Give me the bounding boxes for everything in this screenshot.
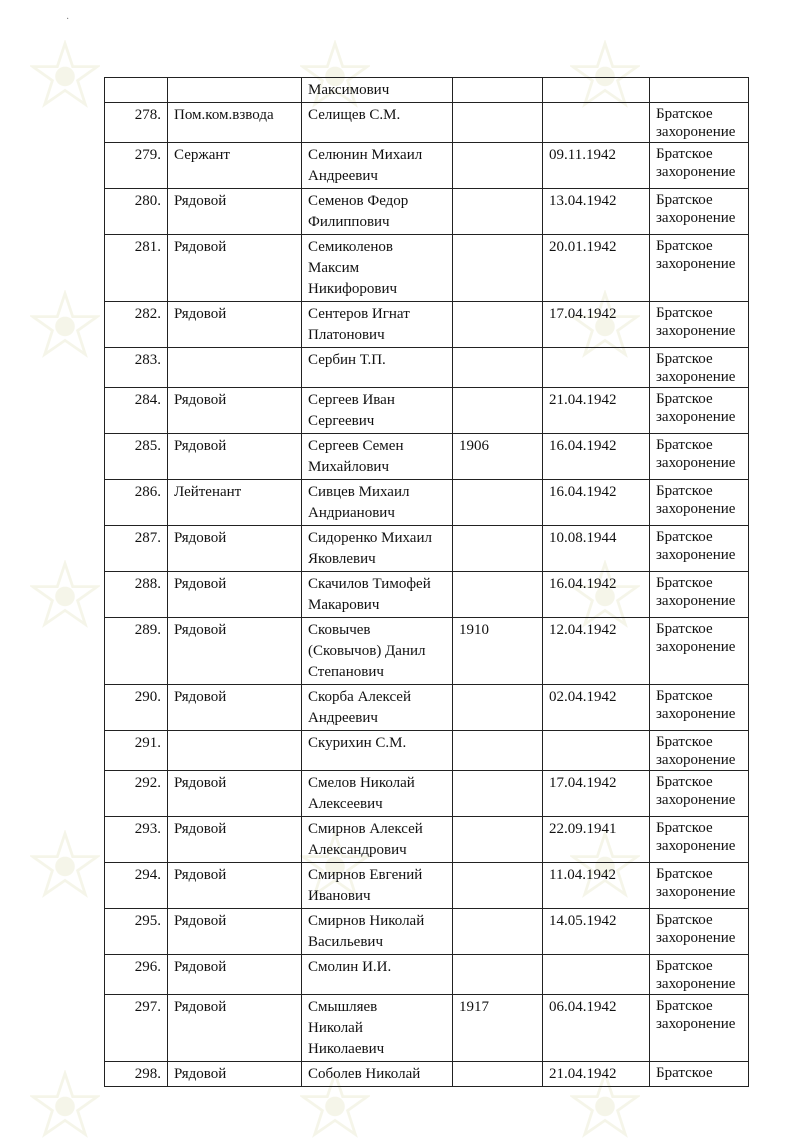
row-number: 292.	[105, 771, 168, 817]
row-number: 289.	[105, 618, 168, 685]
table-row	[105, 302, 749, 348]
death-date-cell: 21.04.1942	[543, 1062, 650, 1087]
name-cell: Сковычев (Сковычов) Данил Степанович	[302, 618, 453, 685]
birth-year-cell	[453, 955, 543, 995]
birth-year-cell: 1910	[453, 618, 543, 685]
row-number: 293.	[105, 817, 168, 863]
birth-year-cell	[453, 572, 543, 618]
table-row	[105, 685, 749, 731]
name-cell: Сентеров Игнат Платонович	[302, 302, 453, 348]
table-row	[105, 78, 749, 103]
burial-cell: Братское захоронение	[650, 955, 749, 995]
name-cell: Селюнин Михаил Андреевич	[302, 143, 453, 189]
death-date-cell: 13.04.1942	[543, 189, 650, 235]
birth-year-cell	[453, 388, 543, 434]
rank-cell: Рядовой	[168, 189, 302, 235]
death-date-cell: 14.05.1942	[543, 909, 650, 955]
row-number: 278.	[105, 103, 168, 143]
birth-year-cell	[453, 817, 543, 863]
death-date-cell: 22.09.1941	[543, 817, 650, 863]
burial-cell: Братское	[650, 1062, 749, 1087]
burial-cell: Братское захоронение	[650, 348, 749, 388]
table-row	[105, 434, 749, 480]
table-row	[105, 189, 749, 235]
rank-cell: Рядовой	[168, 526, 302, 572]
table-row	[105, 1062, 749, 1087]
name-cell: Сидоренко Михаил Яковлевич	[302, 526, 453, 572]
name-cell: Смирнов Алексей Александрович	[302, 817, 453, 863]
birth-year-cell	[453, 78, 543, 103]
death-date-cell	[543, 955, 650, 995]
table-row	[105, 526, 749, 572]
name-cell: Семенов Федор Филиппович	[302, 189, 453, 235]
name-cell: Скачилов Тимофей Макарович	[302, 572, 453, 618]
rank-cell	[168, 78, 302, 103]
table-row	[105, 348, 749, 388]
rank-cell: Рядовой	[168, 434, 302, 480]
table-row	[105, 863, 749, 909]
table-row	[105, 143, 749, 189]
death-date-cell	[543, 103, 650, 143]
birth-year-cell	[453, 302, 543, 348]
birth-year-cell	[453, 1062, 543, 1087]
table-row	[105, 955, 749, 995]
row-number: 281.	[105, 235, 168, 302]
death-date-cell	[543, 348, 650, 388]
roster-body	[105, 78, 749, 1087]
birth-year-cell	[453, 771, 543, 817]
burial-cell: Братское захоронение	[650, 103, 749, 143]
row-number: 288.	[105, 572, 168, 618]
death-date-cell: 17.04.1942	[543, 302, 650, 348]
row-number: 285.	[105, 434, 168, 480]
birth-year-cell	[453, 348, 543, 388]
rank-cell: Рядовой	[168, 955, 302, 995]
rank-cell: Рядовой	[168, 572, 302, 618]
rank-cell: Рядовой	[168, 771, 302, 817]
scan-speck: ·	[66, 14, 70, 25]
burial-cell: Братское захоронение	[650, 302, 749, 348]
name-cell: Скорба Алексей Андреевич	[302, 685, 453, 731]
table-row	[105, 909, 749, 955]
death-date-cell: 10.08.1944	[543, 526, 650, 572]
rank-cell	[168, 731, 302, 771]
table-row	[105, 618, 749, 685]
burial-cell: Братское захоронение	[650, 863, 749, 909]
table-row	[105, 103, 749, 143]
name-cell: Сергеев Семен Михайлович	[302, 434, 453, 480]
name-cell: Сербин Т.П.	[302, 348, 453, 388]
death-date-cell: 20.01.1942	[543, 235, 650, 302]
birth-year-cell	[453, 189, 543, 235]
name-cell: Скурихин С.М.	[302, 731, 453, 771]
name-cell: Смышляев Николай Николаевич	[302, 995, 453, 1062]
table-row	[105, 995, 749, 1062]
name-cell: Сергеев Иван Сергеевич	[302, 388, 453, 434]
row-number: 294.	[105, 863, 168, 909]
death-date-cell: 21.04.1942	[543, 388, 650, 434]
death-date-cell	[543, 731, 650, 771]
rank-cell: Рядовой	[168, 817, 302, 863]
death-date-cell: 16.04.1942	[543, 572, 650, 618]
row-number: 297.	[105, 995, 168, 1062]
death-date-cell: 11.04.1942	[543, 863, 650, 909]
rank-cell: Рядовой	[168, 302, 302, 348]
birth-year-cell	[453, 143, 543, 189]
birth-year-cell	[453, 480, 543, 526]
burial-cell: Братское захоронение	[650, 618, 749, 685]
rank-cell: Рядовой	[168, 618, 302, 685]
table-row	[105, 731, 749, 771]
name-cell: Селищев С.М.	[302, 103, 453, 143]
death-date-cell: 06.04.1942	[543, 995, 650, 1062]
death-date-cell	[543, 78, 650, 103]
name-cell: Семиколенов Максим Никифорович	[302, 235, 453, 302]
name-cell: Смолин И.И.	[302, 955, 453, 995]
burial-cell: Братское захоронение	[650, 817, 749, 863]
table-row	[105, 572, 749, 618]
row-number: 296.	[105, 955, 168, 995]
row-number: 280.	[105, 189, 168, 235]
rank-cell: Рядовой	[168, 995, 302, 1062]
burial-cell: Братское захоронение	[650, 235, 749, 302]
burial-cell: Братское захоронение	[650, 685, 749, 731]
row-number: 295.	[105, 909, 168, 955]
rank-cell: Сержант	[168, 143, 302, 189]
death-date-cell: 16.04.1942	[543, 434, 650, 480]
birth-year-cell	[453, 863, 543, 909]
birth-year-cell	[453, 731, 543, 771]
rank-cell: Рядовой	[168, 388, 302, 434]
table-row	[105, 771, 749, 817]
rank-cell: Рядовой	[168, 235, 302, 302]
row-number: 279.	[105, 143, 168, 189]
burial-cell: Братское захоронение	[650, 189, 749, 235]
rank-cell: Рядовой	[168, 1062, 302, 1087]
burial-cell: Братское захоронение	[650, 909, 749, 955]
star-stamp-icon	[30, 40, 100, 110]
table-row	[105, 388, 749, 434]
death-date-cell: 16.04.1942	[543, 480, 650, 526]
rank-cell	[168, 348, 302, 388]
rank-cell: Рядовой	[168, 863, 302, 909]
row-number: 298.	[105, 1062, 168, 1087]
rank-cell: Рядовой	[168, 909, 302, 955]
birth-year-cell	[453, 526, 543, 572]
name-cell: Максимович	[302, 78, 453, 103]
burial-roster-table	[104, 77, 749, 1087]
burial-cell: Братское захоронение	[650, 388, 749, 434]
name-cell: Смирнов Николай Васильевич	[302, 909, 453, 955]
row-number: 291.	[105, 731, 168, 771]
row-number: 284.	[105, 388, 168, 434]
star-stamp-icon	[30, 830, 100, 900]
row-number: 286.	[105, 480, 168, 526]
death-date-cell: 09.11.1942	[543, 143, 650, 189]
burial-cell: Братское захоронение	[650, 771, 749, 817]
row-number: 290.	[105, 685, 168, 731]
row-number	[105, 78, 168, 103]
row-number: 282.	[105, 302, 168, 348]
name-cell: Соболев Николай	[302, 1062, 453, 1087]
rank-cell: Рядовой	[168, 685, 302, 731]
table-row	[105, 480, 749, 526]
star-stamp-icon	[30, 560, 100, 630]
birth-year-cell	[453, 103, 543, 143]
birth-year-cell: 1906	[453, 434, 543, 480]
row-number: 283.	[105, 348, 168, 388]
death-date-cell: 12.04.1942	[543, 618, 650, 685]
row-number: 287.	[105, 526, 168, 572]
burial-cell: Братское захоронение	[650, 526, 749, 572]
rank-cell: Пом.ком.взвода	[168, 103, 302, 143]
star-stamp-icon	[30, 1070, 100, 1140]
burial-cell	[650, 78, 749, 103]
burial-cell: Братское захоронение	[650, 572, 749, 618]
death-date-cell: 17.04.1942	[543, 771, 650, 817]
name-cell: Сивцев Михаил Андрианович	[302, 480, 453, 526]
burial-cell: Братское захоронение	[650, 731, 749, 771]
name-cell: Смирнов Евгений Иванович	[302, 863, 453, 909]
star-stamp-icon	[30, 290, 100, 360]
birth-year-cell	[453, 235, 543, 302]
birth-year-cell	[453, 909, 543, 955]
rank-cell: Лейтенант	[168, 480, 302, 526]
table-row	[105, 817, 749, 863]
burial-cell: Братское захоронение	[650, 434, 749, 480]
burial-cell: Братское захоронение	[650, 995, 749, 1062]
birth-year-cell	[453, 685, 543, 731]
burial-cell: Братское захоронение	[650, 480, 749, 526]
burial-cell: Братское захоронение	[650, 143, 749, 189]
death-date-cell: 02.04.1942	[543, 685, 650, 731]
birth-year-cell: 1917	[453, 995, 543, 1062]
table-row	[105, 235, 749, 302]
name-cell: Смелов Николай Алексеевич	[302, 771, 453, 817]
